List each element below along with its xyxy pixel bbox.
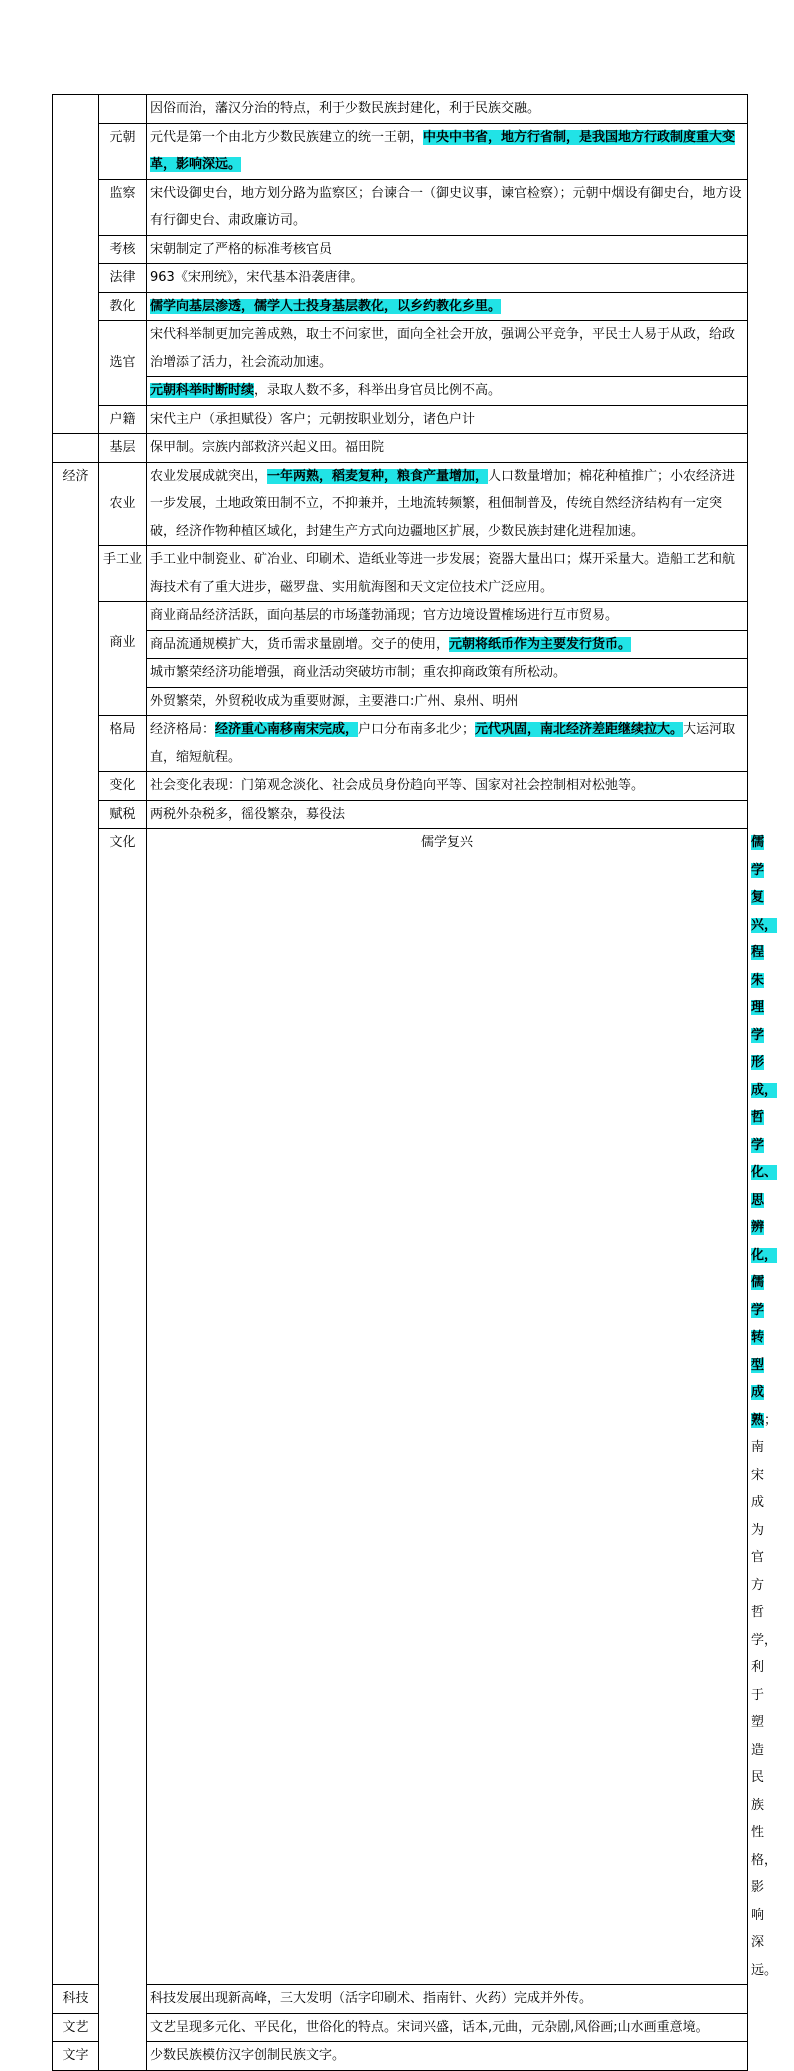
table-row [53, 462, 748, 546]
highlighted-text: 经济重心南移南宋完成， [215, 722, 359, 737]
table-row [53, 321, 748, 406]
table-row [53, 716, 748, 772]
content-text: 户口分布南多北少； [358, 722, 476, 737]
row-content: 文艺呈现多元化、平民化，世俗化的特点。宋词兴盛，话本,元曲，元杂剧,风俗画;山水画重意境。 [147, 2013, 748, 2042]
content-line [146, 630, 748, 659]
highlighted-text: 元朝将纸币作为主要发行货币。 [449, 636, 632, 652]
subcategory-label: 元朝 [99, 123, 147, 179]
subcategory-label: 教化 [99, 292, 147, 321]
table-row [53, 264, 748, 293]
subcategory-label: 法律 [99, 264, 147, 293]
history-summary-table [52, 94, 778, 2071]
table-row [53, 292, 748, 321]
section-label-economy: 经济 [53, 462, 99, 1985]
highlighted-text: 儒学向基层渗透，儒学人士投身基层教化，以乡约教化乡里。 [150, 298, 502, 314]
row-content [147, 716, 748, 772]
subcategory-label: 监察 [99, 179, 147, 235]
section-cell-blank [53, 434, 99, 463]
table-row [53, 95, 748, 124]
row-content [147, 321, 748, 406]
row-content [147, 292, 748, 321]
table-row [53, 235, 748, 264]
subcategory-label: 选官 [99, 321, 147, 406]
table-row [53, 2013, 748, 2042]
subcategory-label: 文字 [53, 2042, 99, 2071]
subcategory-label: 基层 [99, 434, 147, 463]
table-row [53, 1985, 748, 2014]
content-text: 宋代科举制更加完善成熟，取士不问家世，面向全社会开放，强调公平竞争，平民士人易于从政，给政治增添了活力，社会流动加速。 [150, 327, 736, 370]
content-line: 外贸繁荣，外贸税收成为重要财源，主要港口:广州、泉州、明州 [146, 687, 748, 716]
subcategory-label: 科技 [53, 1985, 99, 2014]
row-content: 手工业中制瓷业、矿冶业、印刷术、造纸业等进一步发展；瓷器大量出口；煤开采量大。造船工艺和航海技术有了重大进步，磁罗盘、实用航海图和天文定位技术广泛应用。 [147, 546, 748, 602]
content-text: ，录取人数不多，科举出身官员比例不高。 [254, 383, 502, 398]
row-content: 宋朝制定了严格的标准考核官员 [147, 235, 748, 264]
content-text: 经济格局： [150, 722, 216, 737]
subcategory-label: 格局 [99, 716, 147, 772]
table-row [53, 179, 748, 235]
table-row [53, 800, 748, 829]
subcategory-label: 儒学复兴 [147, 829, 748, 1985]
subcategory-label: 手工业 [99, 546, 147, 602]
subcategory-label: 考核 [99, 235, 147, 264]
content-line [146, 376, 748, 405]
row-content: 宋代主户（承担赋役）客户；元朝按职业划分，诸色户计 [147, 405, 748, 434]
content-text: 元代是第一个由北方少数民族建立的统一王朝， [150, 129, 424, 145]
row-content: 963《宋刑统》，宋代基本沿袭唐律。 [147, 264, 748, 293]
table-row [53, 829, 748, 1985]
row-content: 少数民族模仿汉字创制民族文字。 [147, 2042, 748, 2071]
subcategory-label: 户籍 [99, 405, 147, 434]
table-row [53, 123, 748, 179]
table-row [53, 602, 748, 716]
subcategory-label: 商业 [99, 602, 147, 716]
row-content: 两税外杂税多，徭役繁杂，募役法 [147, 800, 748, 829]
highlighted-text: 元朝科举时断时续 [150, 383, 255, 398]
table-row [53, 546, 748, 602]
row-content: 宋代设御史台，地方划分路为监察区；台谏合一（御史议事，谏官检察）；元朝中烟设有御史台，地方设有行御史台、肃政廉访司。 [147, 179, 748, 235]
content-line: 城市繁荣经济功能增强，商业活动突破坊市制；重农抑商政策有所松动。 [146, 658, 748, 687]
subcategory-cell [99, 95, 147, 124]
table-row [53, 405, 748, 434]
content-text: 人口数量增加；棉花种植推广；小农经济进一步发展，土地政策田制不立，不抑兼并，土地流转频繁，租佃制普及，传统自然经济结构有一定突破，经济作物种植区域化，封建生产方式向边疆地区扩展，少数民族封建化进程加速。 [150, 468, 736, 539]
row-content [147, 123, 748, 179]
highlighted-text: 中央中书省，地方行省制，是我国地方行政制度重大变革，影响深远。 [150, 129, 736, 172]
row-content: 保甲制。宗族内部救济兴起义田。福田院 [147, 434, 748, 463]
table-row [53, 772, 748, 801]
subcategory-label: 文艺 [53, 2013, 99, 2042]
highlighted-text: 儒学复兴，程朱理学形成，哲学化、思辨化，儒学转型成熟 [751, 835, 778, 1428]
row-content [147, 462, 748, 546]
row-content: 科技发展出现新高峰，三大发明（活字印刷术、指南针、火药）完成并外传。 [147, 1985, 748, 2014]
highlighted-text: 元代巩固，南北经济差距继续拉大。 [475, 722, 684, 737]
row-content: 社会变化表现：门第观念淡化、社会成员身份趋向平等、国家对社会控制相对松弛等。 [147, 772, 748, 801]
table-row [53, 2042, 748, 2071]
table-row [53, 434, 748, 463]
content-text: 农业发展成就突出， [150, 468, 268, 484]
highlighted-text: 一年两熟，稻麦复种，粮食产量增加， [267, 468, 489, 484]
subcategory-label: 农业 [99, 462, 147, 546]
section-cell-politics [53, 95, 99, 434]
row-content [147, 602, 748, 716]
row-content: 因俗而治，藩汉分治的特点，利于少数民族封建化，利于民族交融。 [147, 95, 748, 124]
subcategory-label: 赋税 [99, 800, 147, 829]
section-label-culture: 文化 [99, 829, 147, 2071]
content-text: 大运河取直，缩短航程。 [150, 722, 736, 765]
content-line: 商业商品经济活跃，面向基层的市场蓬勃涌现；官方边境设置榷场进行互市贸易。 [150, 608, 619, 623]
content-text: ；南宋成为官方哲学，利于塑造民族性格，影响深远。 [751, 1412, 778, 1978]
subcategory-label: 变化 [99, 772, 147, 801]
content-text: 商品流通规模扩大，货币需求量剧增。交子的使用， [150, 636, 450, 652]
